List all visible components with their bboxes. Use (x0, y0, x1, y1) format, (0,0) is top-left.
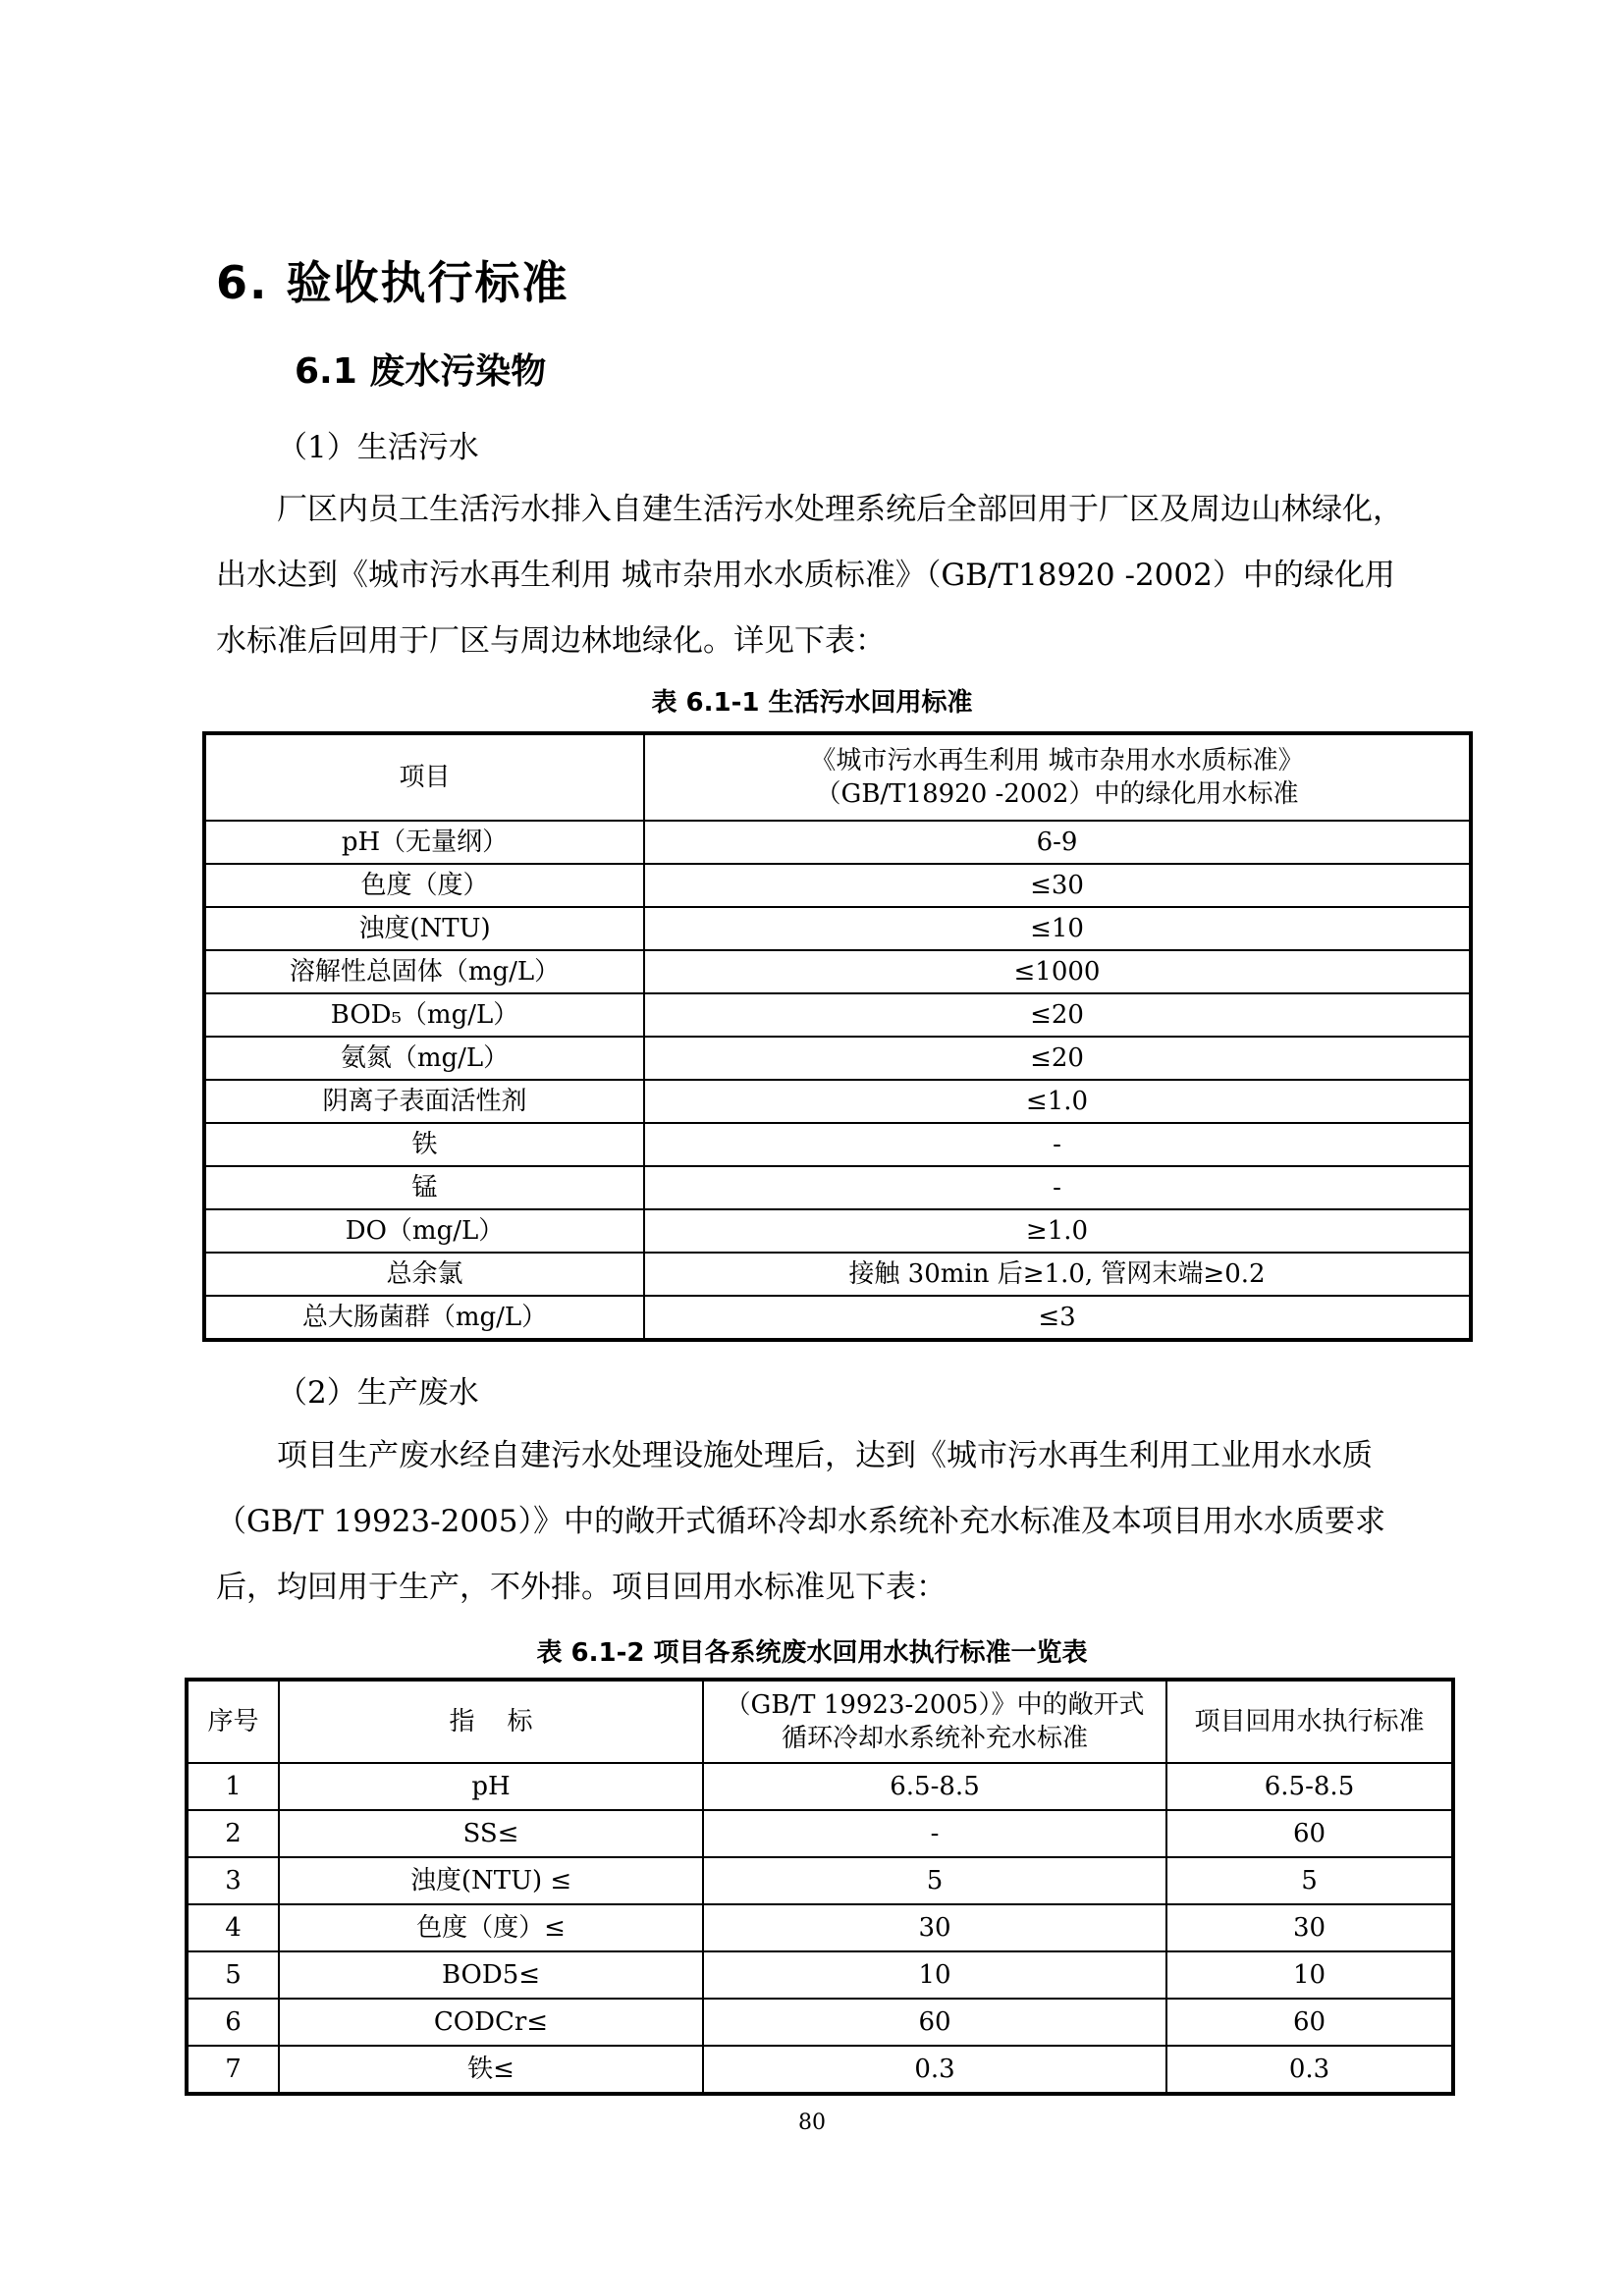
row-index: 浊度(NTU) ≤ (279, 1857, 703, 1904)
row-item: 浊度(NTU) (204, 907, 644, 950)
row-project: 0.3 (1166, 2046, 1453, 2094)
row-item: 锰 (204, 1166, 644, 1209)
row-no: 5 (187, 1951, 279, 1999)
row-value: ≤3 (644, 1296, 1471, 1340)
page-number: 80 (798, 2110, 826, 2135)
domestic-sewage-paragraph (216, 477, 1406, 674)
row-project: 10 (1166, 1951, 1453, 1999)
row-project: 5 (1166, 1857, 1453, 1904)
production-wastewater-paragraph-text: 项目生产废水经自建污水处理设施处理后，达到《城市污水再生利用工业用水水质（GB/T 19923-2005）》中的敞开式循环冷却水系统补充水标准及本项目用水水质要求后，均回用于生产，不外排。项目回用水标准见下表： (216, 1438, 1385, 1605)
header-project: 项目回用水执行标准 (1166, 1680, 1453, 1763)
row-standard: 6.5-8.5 (703, 1763, 1166, 1810)
table-row (187, 1904, 1453, 1951)
row-no: 4 (187, 1904, 279, 1951)
subsection-title: 6.1 废水污染物 (295, 351, 547, 392)
header-standard-line2: 循环冷却水系统补充水标准 (781, 1724, 1088, 1753)
row-item: 氨氮（mg/L） (204, 1037, 644, 1080)
row-no: 2 (187, 1810, 279, 1857)
header-standard (703, 1680, 1166, 1763)
row-standard: 10 (703, 1951, 1166, 1999)
system-reuse-standard-table (185, 1678, 1455, 2096)
header-no: 序号 (187, 1680, 279, 1763)
row-item: 溶解性总固体（mg/L） (204, 950, 644, 993)
domestic-reuse-standard-table (202, 731, 1473, 1342)
row-no: 1 (187, 1763, 279, 1810)
table-row (204, 1080, 1471, 1123)
row-value: 接触 30min 后≥1.0, 管网末端≥0.2 (644, 1253, 1471, 1296)
row-value: ≤30 (644, 864, 1471, 907)
row-value: ≥1.0 (644, 1209, 1471, 1253)
row-item: 铁 (204, 1123, 644, 1166)
row-project: 30 (1166, 1904, 1453, 1951)
row-value: ≤10 (644, 907, 1471, 950)
table-row (187, 2046, 1453, 2094)
header-item: 项目 (204, 733, 644, 821)
table-row (187, 1999, 1453, 2046)
row-standard: 5 (703, 1857, 1166, 1904)
table-row (204, 993, 1471, 1037)
row-no: 7 (187, 2046, 279, 2094)
table-6-1-2-caption: 表 6.1-2 项目各系统废水回用水执行标准一览表 (536, 1638, 1088, 1668)
row-item: pH（无量纲） (204, 821, 644, 864)
row-item: 色度（度） (204, 864, 644, 907)
row-index: 铁≤ (279, 2046, 703, 2094)
row-value: ≤20 (644, 993, 1471, 1037)
header-standard-line1: （GB/T 19923-2005）》中的敞开式 (725, 1690, 1145, 1720)
row-no: 3 (187, 1857, 279, 1904)
row-index: BOD5≤ (279, 1951, 703, 1999)
table-row (204, 1037, 1471, 1080)
row-index: SS≤ (279, 1810, 703, 1857)
domestic-sewage-paragraph-text: 厂区内员工生活污水排入自建生活污水处理系统后全部回用于厂区及周边山林绿化，出水达到《城市污水再生利用 城市杂用水水质标准》（GB/T18920 -2002）中的绿化用水标准后回用于厂区与周边林地绿化。详见下表： (216, 492, 1403, 659)
row-project: 60 (1166, 1999, 1453, 2046)
row-index: CODCr≤ (279, 1999, 703, 2046)
row-standard: - (703, 1810, 1166, 1857)
row-no: 6 (187, 1999, 279, 2046)
header-standard (644, 733, 1471, 821)
table-row (204, 821, 1471, 864)
row-value: 6-9 (644, 821, 1471, 864)
table-row (204, 1253, 1471, 1296)
table-row (204, 1209, 1471, 1253)
header-index: 指 标 (279, 1680, 703, 1763)
domestic-sewage-heading: （1）生活污水 (277, 430, 479, 465)
table-row (204, 1166, 1471, 1209)
row-standard: 30 (703, 1904, 1166, 1951)
table-row (204, 950, 1471, 993)
table-row (187, 1763, 1453, 1810)
row-item: BOD₅（mg/L） (204, 993, 644, 1037)
table-row (204, 1296, 1471, 1340)
row-project: 60 (1166, 1810, 1453, 1857)
table-header-row (204, 733, 1471, 821)
row-standard: 60 (703, 1999, 1166, 2046)
row-item: 总大肠菌群（mg/L） (204, 1296, 644, 1340)
row-value: ≤1000 (644, 950, 1471, 993)
row-value: - (644, 1123, 1471, 1166)
row-project: 6.5-8.5 (1166, 1763, 1453, 1810)
table-6-1-1-caption: 表 6.1-1 生活污水回用标准 (651, 688, 973, 718)
row-index: pH (279, 1763, 703, 1810)
row-item: 阴离子表面活性剂 (204, 1080, 644, 1123)
row-value: ≤20 (644, 1037, 1471, 1080)
table-row (204, 1123, 1471, 1166)
section-title: 6. 验收执行标准 (216, 256, 569, 309)
row-value: - (644, 1166, 1471, 1209)
production-wastewater-heading: （2）生产废水 (277, 1375, 479, 1411)
table-row (204, 864, 1471, 907)
row-item: 总余氯 (204, 1253, 644, 1296)
table-row (187, 1951, 1453, 1999)
table-row (187, 1810, 1453, 1857)
row-index: 色度（度）≤ (279, 1904, 703, 1951)
production-wastewater-paragraph (216, 1423, 1406, 1621)
table-header-row (187, 1680, 1453, 1763)
row-value: ≤1.0 (644, 1080, 1471, 1123)
header-standard-line1: 《城市污水再生利用 城市杂用水水质标准》 (810, 746, 1304, 775)
row-standard: 0.3 (703, 2046, 1166, 2094)
header-standard-line2: （GB/T18920 -2002）中的绿化用水标准 (815, 779, 1299, 809)
table-row (187, 1857, 1453, 1904)
table-row (204, 907, 1471, 950)
row-item: DO（mg/L） (204, 1209, 644, 1253)
